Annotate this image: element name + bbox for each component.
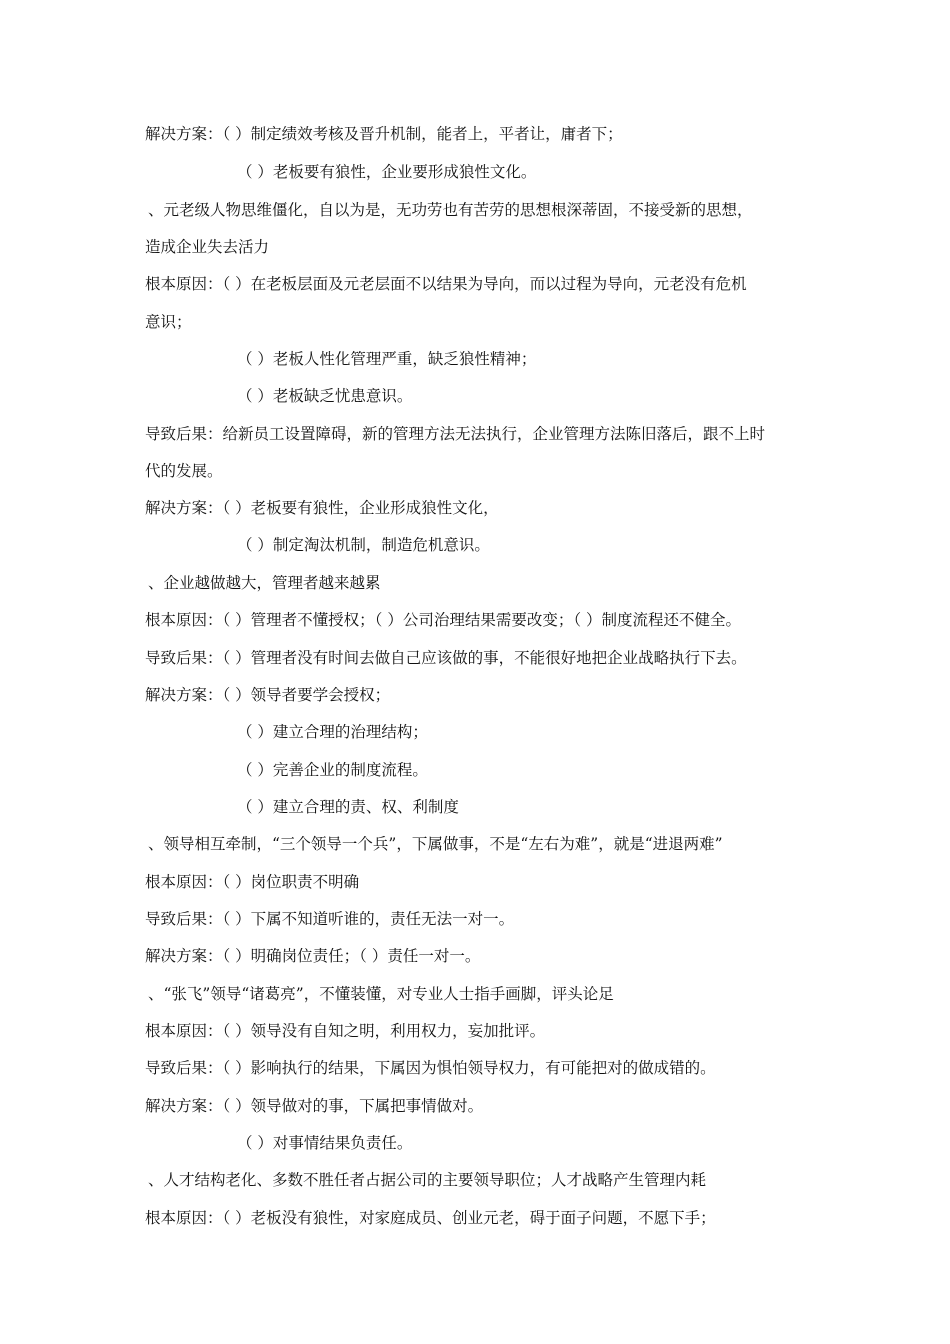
text-line: （ ）对事情结果负责任。 [237,1134,413,1152]
text-line: 意识； [145,313,192,331]
text-line: 根本原因：（ ）领导没有自知之明，利用权力，妄加批评。 [145,1022,546,1040]
text-line: 解决方案：（ ）老板要有狼性，企业形成狼性文化， [145,499,499,517]
text-line: 解决方案：（ ）明确岗位责任；（ ）责任一对一。 [145,947,481,965]
text-line: 导致后果：（ ）下属不知道听谁的，责任无法一对一。 [145,910,515,928]
text-line: 根本原因：（ ）岗位职责不明确 [145,873,360,891]
text-line: 解决方案：（ ）制定绩效考核及晋升机制，能者上，平者让，庸者下； [145,125,623,143]
text-line: （ ）建立合理的责、权、利制度 [237,798,459,816]
text-line: （ ）完善企业的制度流程。 [237,761,428,779]
text-line: 根本原因：（ ）管理者不懂授权；（ ）公司治理结果需要改变；（ ）制度流程还不健全。 [145,611,742,629]
text-line: 解决方案：（ ）领导做对的事，下属把事情做对。 [145,1097,484,1115]
text-line: 导致后果：（ ）管理者没有时间去做自己应该做的事，不能很好地把企业战略执行下去。 [145,649,747,667]
text-line: 造成企业失去活力 [145,238,270,256]
text-line: 解决方案：（ ）领导者要学会授权； [145,686,391,704]
text-line: 根本原因：（ ）老板没有狼性，对家庭成员、创业元老，碍于面子问题，不愿下手； [145,1209,716,1227]
section-heading: 、企业越做越大，管理者越来越累 [148,574,381,592]
section-heading: 、“张飞”领导“诸葛亮”，不懂装懂，对专业人士指手画脚，评头论足 [148,985,614,1003]
text-line: （ ）老板要有狼性，企业要形成狼性文化。 [237,163,537,181]
text-line: （ ）老板人性化管理严重，缺乏狼性精神； [237,350,537,368]
section-heading: 、人才结构老化、多数不胜任者占据公司的主要领导职位；人才战略产生管理内耗 [148,1171,707,1189]
text-line: （ ）老板缺乏忧患意识。 [237,387,413,405]
section-heading: 、元老级人物思维僵化，自以为是，无功劳也有苦劳的思想根深蒂固，不接受新的思想， [148,201,753,219]
text-line: （ ）建立合理的治理结构； [237,723,428,741]
text-line: 导致后果：给新员工设置障碍，新的管理方法无法执行，企业管理方法陈旧落后，跟不上时 [145,425,766,443]
text-line: 根本原因：（ ）在老板层面及元老层面不以结果为导向，而以过程为导向，元老没有危机 [145,275,747,293]
section-heading: 、领导相互牵制，“三个领导一个兵”，下属做事，不是“左右为难”，就是“进退两难” [148,835,723,853]
text-line: 代的发展。 [145,462,223,480]
text-line: 导致后果：（ ）影响执行的结果，下属因为惧怕领导权力，有可能把对的做成错的。 [145,1059,716,1077]
text-line: （ ）制定淘汰机制，制造危机意识。 [237,536,490,554]
